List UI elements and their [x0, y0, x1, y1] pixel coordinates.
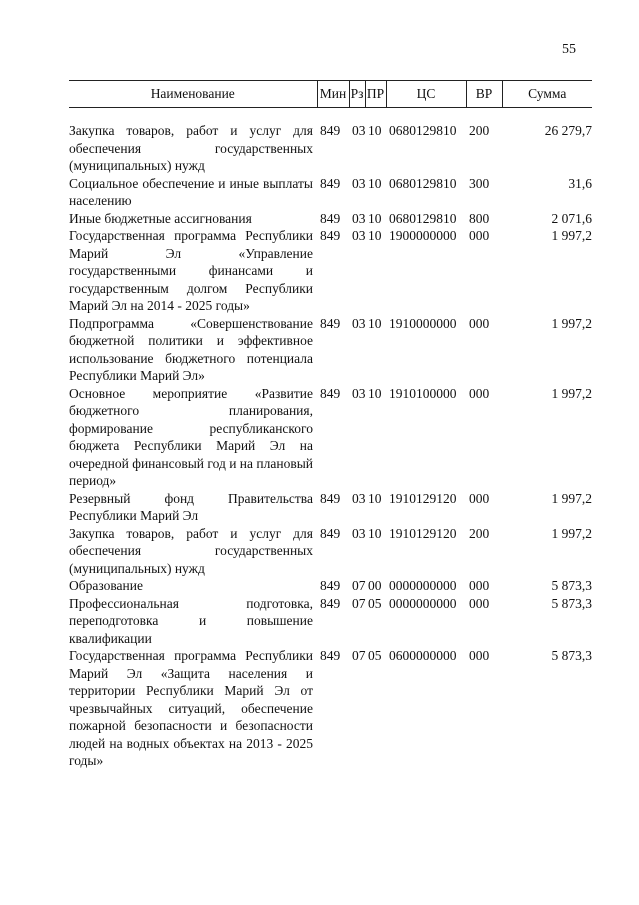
row-pr: 10 [368, 210, 382, 226]
row-pr: 10 [368, 315, 382, 331]
row-sum: 26 279,7 [544, 123, 592, 138]
row-name: Резервный фонд Правительства Республики Марий Эл [69, 490, 313, 523]
row-min: 849 [320, 648, 341, 663]
row-cs: 0600000000 [389, 648, 457, 663]
row-cs: 0680129810 [389, 210, 457, 226]
row-cs: 1900000000 [389, 228, 457, 243]
row-vr: 000 [469, 648, 490, 663]
row-sum: 1 997,2 [551, 490, 592, 506]
row-sum: 1 997,2 [551, 228, 592, 243]
row-sum: 31,6 [568, 175, 592, 191]
row-cs: 1910129120 [389, 525, 457, 541]
table-body [69, 108, 592, 770]
row-rz: 03 [352, 175, 366, 191]
row-pr: 10 [368, 490, 382, 506]
table-row [69, 595, 592, 648]
row-vr: 000 [469, 595, 490, 611]
row-vr: 000 [469, 490, 490, 506]
row-vr: 000 [469, 385, 490, 401]
row-vr: 200 [469, 123, 490, 138]
row-vr: 000 [469, 228, 490, 243]
row-name: Основное мероприятие «Развитие бюджетного планирования, формирование республиканского бюджета Республики Марий Эл на очередной финансовый год и на плановый период» [69, 385, 313, 488]
column-header-sum: Сумма [502, 81, 592, 108]
row-cs: 0000000000 [389, 595, 457, 611]
table-row [69, 525, 592, 578]
row-rz: 03 [352, 123, 366, 138]
header-spacer [69, 108, 592, 123]
row-min: 849 [320, 490, 341, 506]
column-header-min: Мин [317, 81, 349, 108]
row-min: 849 [320, 123, 341, 138]
row-name: Образование [69, 578, 143, 593]
row-cs: 1910129120 [389, 490, 457, 506]
row-min: 849 [320, 210, 341, 226]
table-row [69, 210, 592, 228]
row-sum: 5 873,3 [551, 648, 592, 663]
row-rz: 03 [352, 210, 366, 226]
table-row [69, 175, 592, 210]
row-min: 849 [320, 525, 341, 541]
row-sum: 2 071,6 [551, 210, 592, 226]
row-cs: 0000000000 [389, 578, 457, 593]
row-pr: 10 [368, 175, 382, 191]
row-rz: 03 [352, 490, 366, 506]
row-name: Социальное обеспечение и иные выплаты населению [69, 175, 313, 208]
column-header-cs: ЦС [386, 81, 466, 108]
row-rz: 03 [352, 228, 366, 243]
table-row [69, 315, 592, 385]
table-row [69, 577, 592, 595]
row-pr: 10 [368, 385, 382, 401]
row-vr: 800 [469, 210, 490, 226]
row-name: Государственная программа Республики Марий Эл «Защита населения и территории Республики Марий Эл от чрезвычайных ситуаций, обеспечение пожарной безопасности и безопасности людей на водных объектах на 2013 - 2025 годы» [69, 648, 313, 768]
row-min: 849 [320, 385, 341, 401]
row-sum: 5 873,3 [551, 578, 592, 593]
column-header-rz: Рз [349, 81, 365, 108]
row-cs: 0680129810 [389, 123, 457, 138]
table-header-row [69, 81, 592, 108]
row-rz: 03 [352, 385, 366, 401]
row-rz: 07 [352, 595, 366, 611]
row-pr: 10 [368, 228, 382, 243]
column-header-vr: ВР [466, 81, 502, 108]
table-row [69, 227, 592, 315]
row-min: 849 [320, 578, 341, 593]
row-cs: 1910000000 [389, 315, 457, 331]
row-rz: 07 [352, 648, 366, 663]
row-sum: 1 997,2 [551, 525, 592, 541]
column-header-name: Наименование [69, 81, 317, 108]
table-row [69, 385, 592, 490]
column-header-pr: ПР [365, 81, 386, 108]
table-row [69, 122, 592, 175]
row-pr: 10 [368, 525, 382, 541]
table-row [69, 490, 592, 525]
row-pr: 05 [368, 648, 382, 663]
row-name: Государственная программа Республики Марий Эл «Управление государственными финансами и государственным долгом Республики Марий Эл на 2014 - 2025 годы» [69, 228, 313, 313]
row-min: 849 [320, 315, 341, 331]
row-cs: 1910100000 [389, 385, 457, 401]
page-number: 55 [562, 42, 576, 57]
row-min: 849 [320, 595, 341, 611]
row-sum: 1 997,2 [551, 315, 592, 331]
row-rz: 07 [352, 578, 366, 593]
row-min: 849 [320, 175, 341, 191]
row-name: Закупка товаров, работ и услуг для обеспечения государственных (муниципальных) нужд [69, 123, 313, 173]
row-name: Подпрограмма «Совершенствование бюджетной политики и эффективное использование бюджетного потенциала Республики Марий Эл» [69, 315, 313, 383]
table-row [69, 647, 592, 770]
row-pr: 00 [368, 578, 382, 593]
row-min: 849 [320, 228, 341, 243]
row-vr: 000 [469, 315, 490, 331]
row-sum: 5 873,3 [551, 595, 592, 611]
row-rz: 03 [352, 315, 366, 331]
row-pr: 05 [368, 595, 382, 611]
row-name: Иные бюджетные ассигнования [69, 210, 252, 226]
row-vr: 000 [469, 578, 490, 593]
budget-table [69, 80, 592, 770]
row-rz: 03 [352, 525, 366, 541]
row-vr: 200 [469, 525, 490, 541]
row-vr: 300 [469, 175, 490, 191]
row-pr: 10 [368, 123, 382, 138]
row-name: Закупка товаров, работ и услуг для обеспечения государственных (муниципальных) нужд [69, 525, 313, 576]
row-sum: 1 997,2 [551, 385, 592, 401]
row-cs: 0680129810 [389, 175, 457, 191]
row-name: Профессиональная подготовка, переподготовка и повышение квалификации [69, 595, 313, 646]
